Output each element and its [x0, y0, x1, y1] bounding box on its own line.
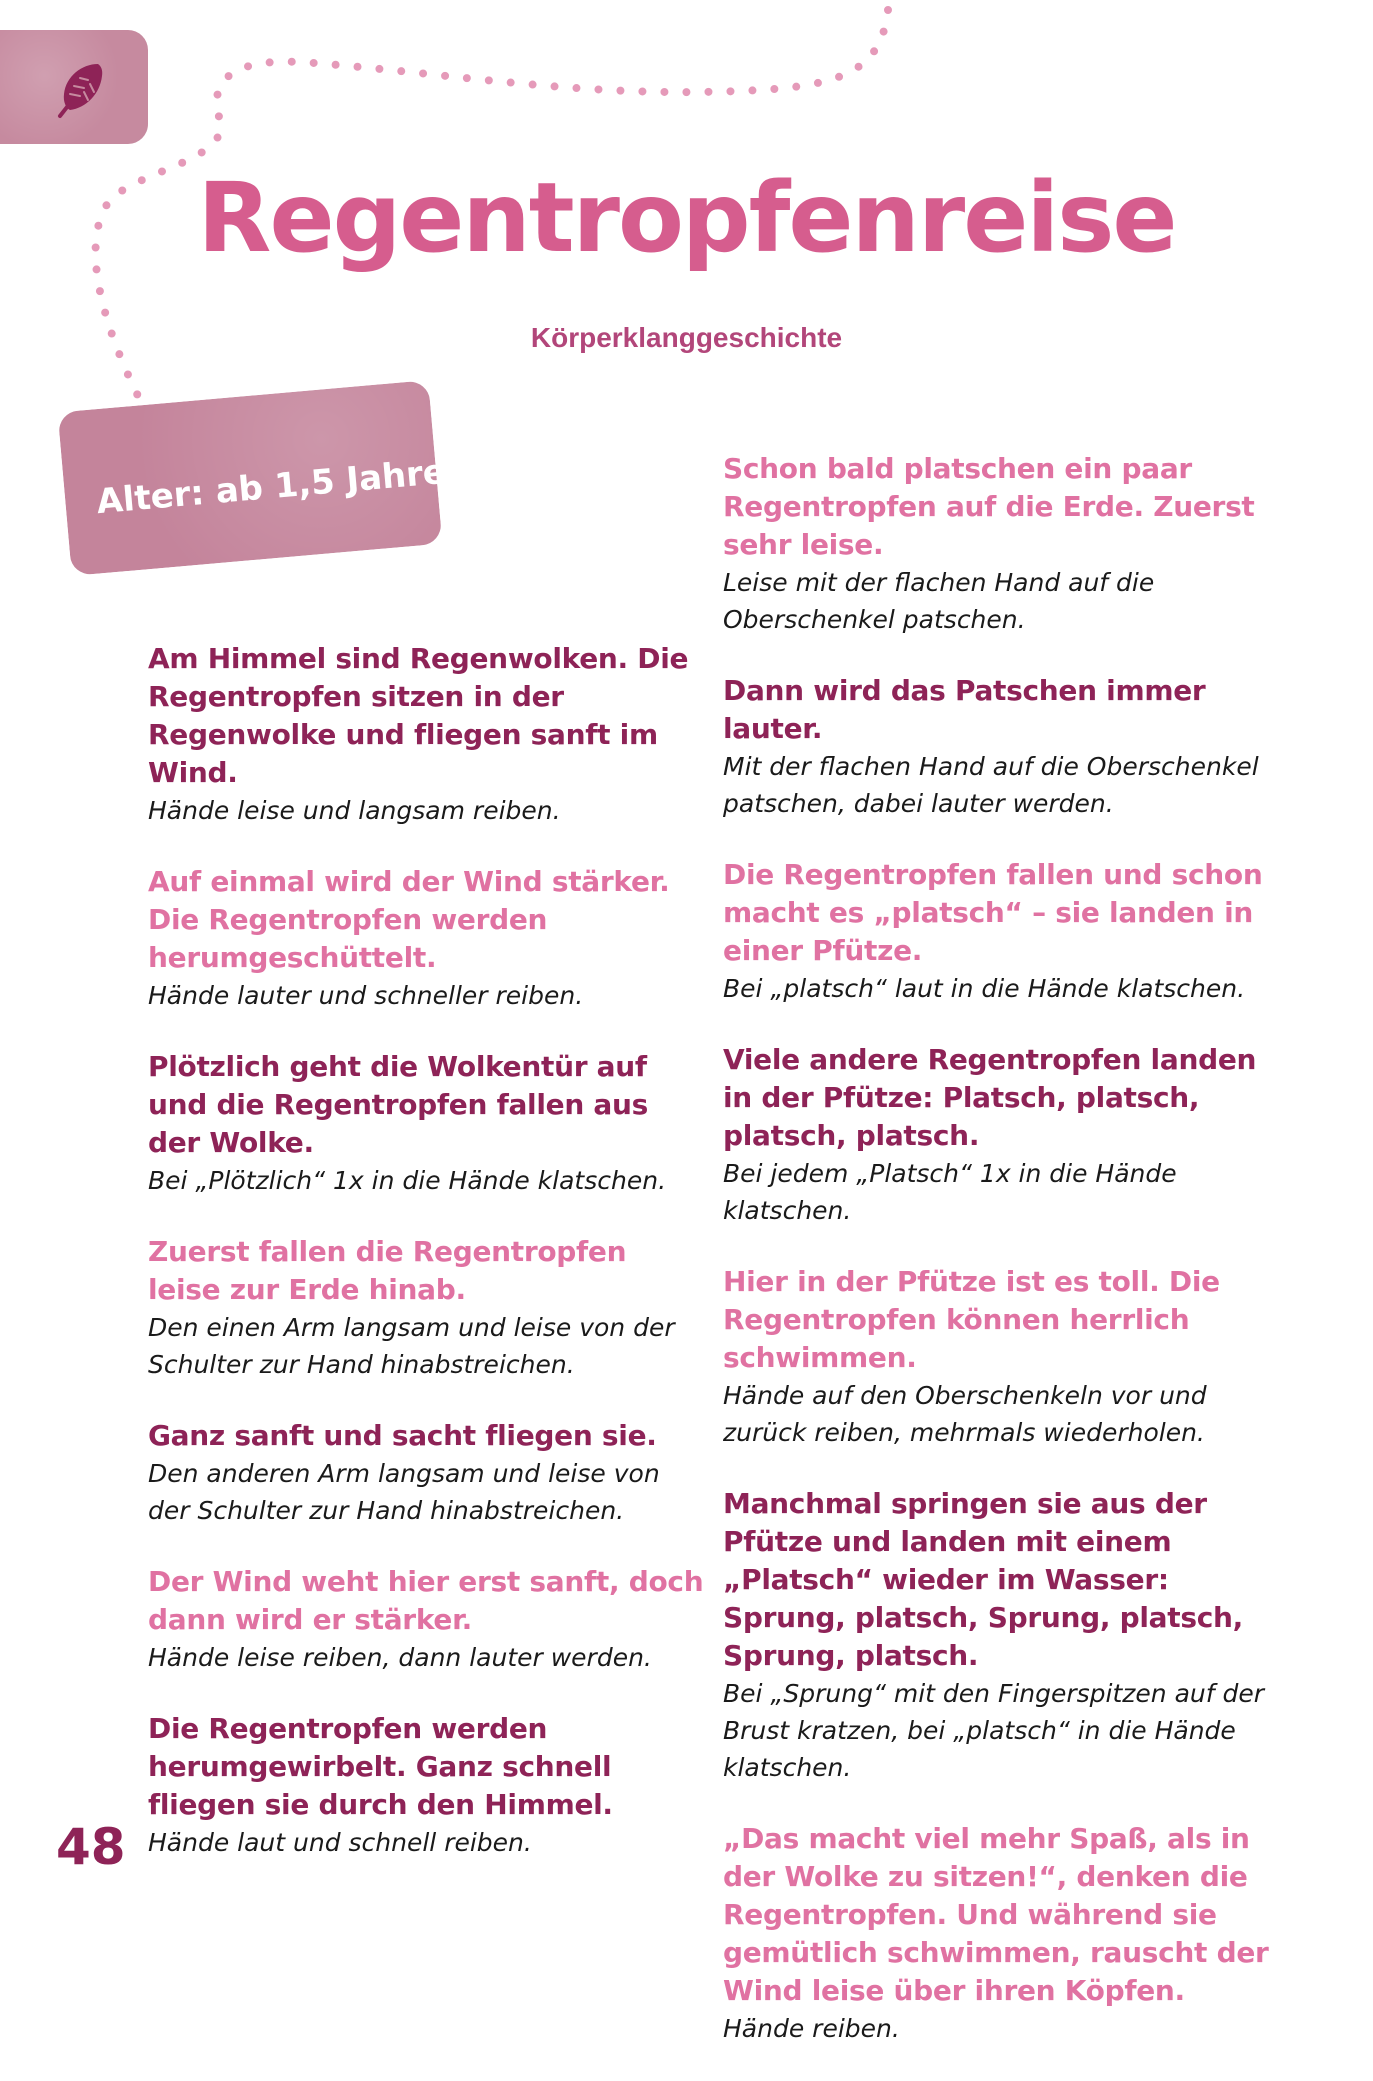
- instruction-text: Hände lauter und schneller reiben.: [148, 981, 584, 1010]
- instruction-text: Hände leise reiben, dann lauter werden.: [148, 1643, 652, 1672]
- story-text: Dann wird das Patschen immer lauter.: [723, 674, 1206, 745]
- story-block: [148, 1417, 708, 1529]
- age-badge-label: Alter: ab 1,5 Jahren: [94, 449, 472, 523]
- story-block: [148, 1233, 708, 1383]
- instruction-text: Bei „platsch“ laut in die Hände klatschen.: [723, 974, 1246, 1003]
- instruction-text: Bei „Plötzlich“ 1x in die Hände klatschen.: [148, 1166, 667, 1195]
- story-block: [723, 856, 1283, 1007]
- story-text: Schon bald platschen ein paar Regentropfen auf die Erde. Zuerst sehr leise.: [723, 452, 1255, 561]
- story-text: Zuerst fallen die Regentropfen leise zur Erde hinab.: [148, 1235, 627, 1306]
- instruction-text: Hände laut und schnell reiben.: [148, 1828, 532, 1857]
- instruction-text: Hände reiben.: [723, 2014, 900, 2043]
- story-text: Manchmal springen sie aus der Pfütze und landen mit einem „Platsch“ wieder im Wasser: Sprung, platsch, Sprung, platsch, Sprung, platsch.: [723, 1487, 1243, 1672]
- story-block: [723, 1820, 1283, 2047]
- story-block: [723, 1263, 1283, 1451]
- instruction-text: Hände auf den Oberschenkeln vor und zurück reiben, mehrmals wiederholen.: [723, 1381, 1207, 1447]
- story-text: „Das macht viel mehr Spaß, als in der Wolke zu sitzen!“, denken die Regentropfen. Und während sie gemütlich schwimmen, rauscht der Wind leise über ihren Köpfen.: [723, 1822, 1269, 2007]
- story-text: Auf einmal wird der Wind stärker. Die Regentropfen werden herumgeschüttelt.: [148, 865, 670, 974]
- instruction-text: Den einen Arm langsam und leise von der Schulter zur Hand hinabstreichen.: [148, 1313, 675, 1379]
- leaf-icon: [52, 58, 108, 120]
- story-text: Die Regentropfen fallen und schon macht es „platsch“ – sie landen in einer Pfütze.: [723, 858, 1263, 967]
- story-text: Plötzlich geht die Wolkentür auf und die Regentropfen fallen aus der Wolke.: [148, 1050, 649, 1159]
- instruction-text: Den anderen Arm langsam und leise von der Schulter zur Hand hinabstreichen.: [148, 1459, 660, 1525]
- story-block: [148, 640, 708, 829]
- instruction-text: Mit der flachen Hand auf die Oberschenkel patschen, dabei lauter werden.: [723, 752, 1259, 818]
- story-block: [723, 1485, 1283, 1786]
- story-block: [148, 1563, 708, 1676]
- story-block: [723, 1041, 1283, 1229]
- page-number: 48: [56, 1818, 126, 1876]
- story-block: [148, 1048, 708, 1199]
- story-text: Hier in der Pfütze ist es toll. Die Regentropfen können herrlich schwimmen.: [723, 1265, 1220, 1374]
- story-text: Der Wind weht hier erst sanft, doch dann wird er stärker.: [148, 1565, 704, 1636]
- left-column: [148, 640, 708, 1895]
- story-block: [148, 863, 708, 1014]
- page-subtitle: Körperklanggeschichte: [530, 322, 843, 353]
- instruction-text: Leise mit der flachen Hand auf die Oberschenkel patschen.: [723, 568, 1155, 634]
- right-column: [723, 450, 1283, 2081]
- story-block: [723, 450, 1283, 638]
- story-text: Viele andere Regentropfen landen in der Pfütze: Platsch, platsch, platsch, platsch.: [723, 1043, 1257, 1152]
- instruction-text: Bei jedem „Platsch“ 1x in die Hände klatschen.: [723, 1159, 1177, 1225]
- page-title: Regentropfenreise: [197, 162, 1176, 274]
- story-block: [148, 1710, 708, 1861]
- story-text: Am Himmel sind Regenwolken. Die Regentropfen sitzen in der Regenwolke und fliegen sanft im Wind.: [148, 642, 689, 789]
- story-block: [723, 672, 1283, 822]
- story-text: Die Regentropfen werden herumgewirbelt. Ganz schnell fliegen sie durch den Himmel.: [148, 1712, 613, 1821]
- instruction-text: Bei „Sprung“ mit den Fingerspitzen auf der Brust kratzen, bei „platsch“ in die Hände klatschen.: [723, 1679, 1265, 1782]
- instruction-text: Hände leise und langsam reiben.: [148, 796, 561, 825]
- story-text: Ganz sanft und sacht fliegen sie.: [148, 1419, 657, 1452]
